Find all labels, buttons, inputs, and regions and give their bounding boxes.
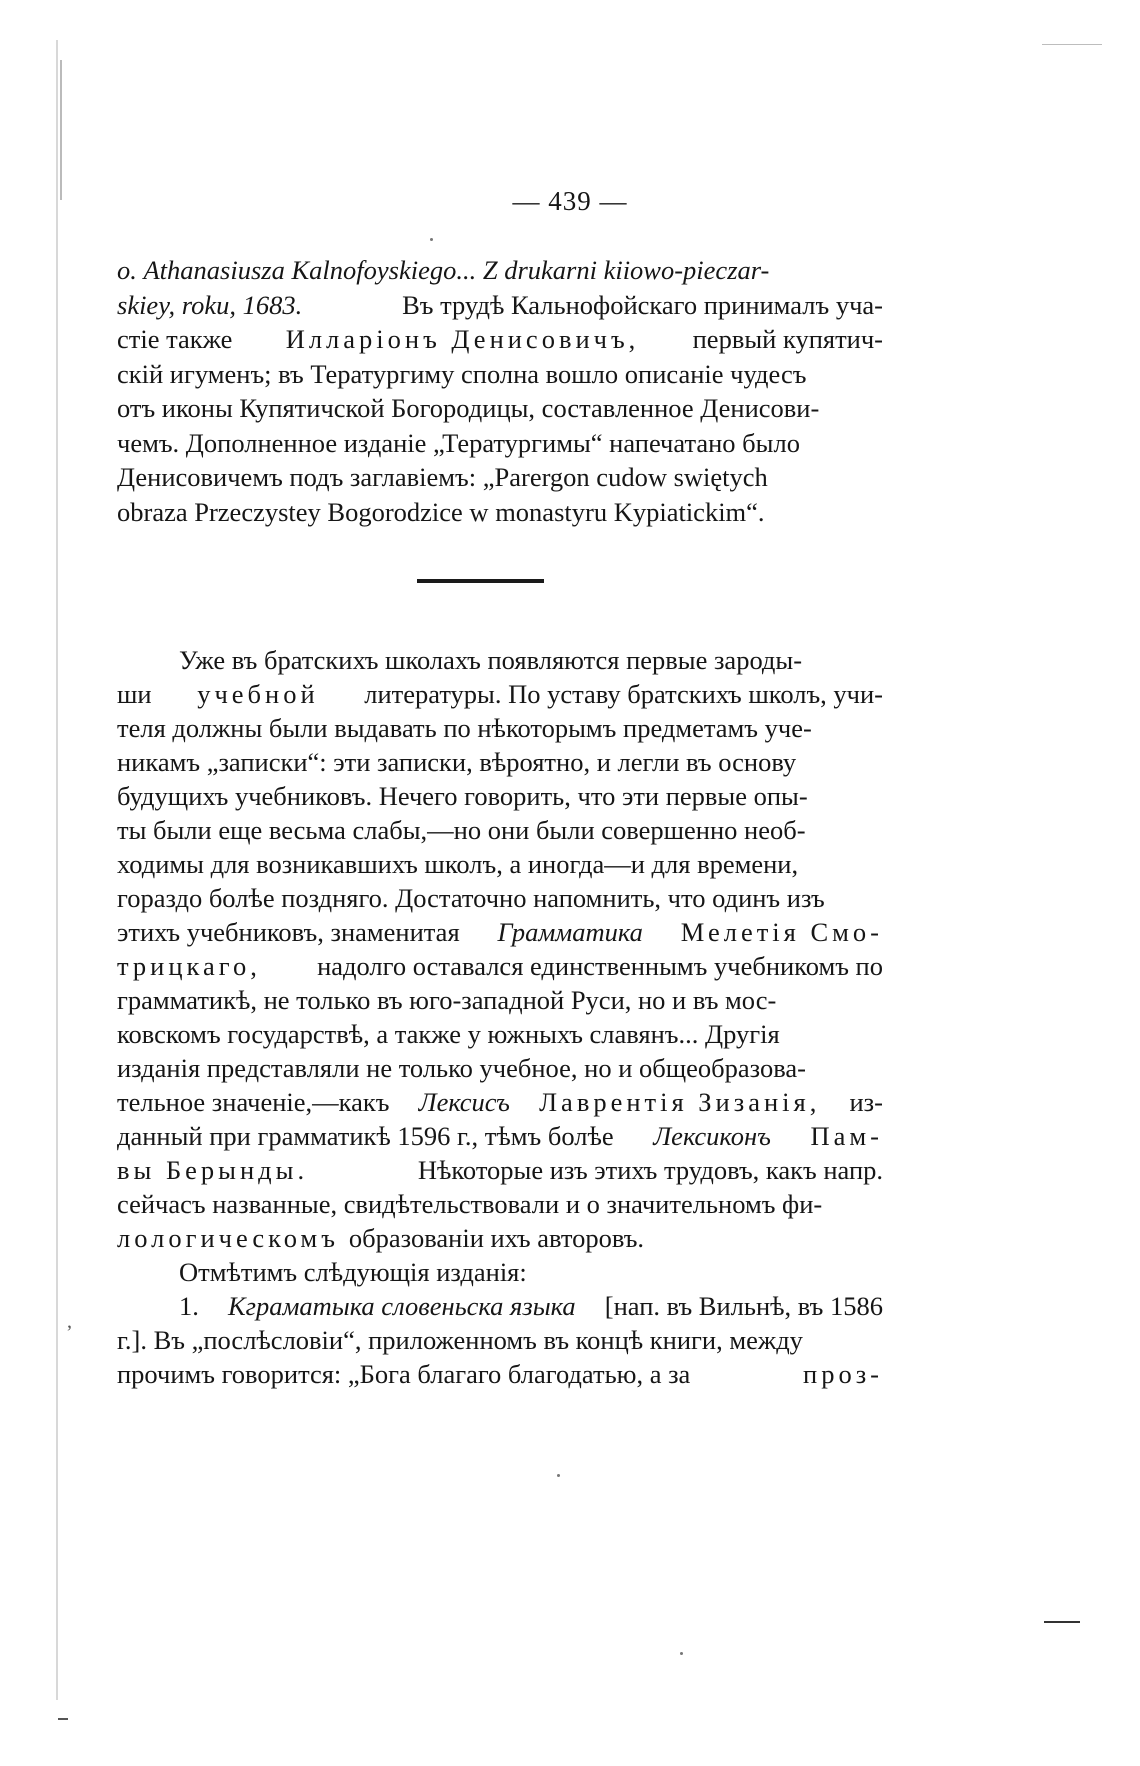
text-line: теля должны были выдавать по нѣкоторымъ предметамъ уче- [117, 713, 812, 743]
text-line: скій игуменъ; въ Тератургиму сполна вошло описаніе чудесъ [117, 358, 807, 389]
text-line: Денисовичемъ подъ заглавіемъ: „Parergon cudow swiętych [117, 462, 768, 492]
text-line: сейчасъ названные, свидѣтельствовали и о значительномъ фи- [117, 1189, 823, 1219]
text-line: будущихъ учебниковъ. Нечего говорить, что эти первые опы- [117, 781, 808, 811]
text-line: изданія представляли не только учебное, но и общеобразова- [117, 1053, 806, 1083]
text-line: тельное значеніе,—какъ Лексисъ Лаврентія Зизанія, из- [117, 1087, 883, 1117]
scan-speck [680, 1652, 683, 1655]
text-line: Отмѣтимъ слѣдующія изданія: [179, 1257, 527, 1287]
scan-edge-mark-bottom [1044, 1621, 1080, 1623]
footnote-text [117, 253, 883, 529]
scan-corner-mark [58, 1718, 68, 1720]
text-line: гораздо болѣе поздняго. Достаточно напомнить, что одинъ изъ [117, 883, 825, 913]
text-line: грамматикѣ, не только въ юго-западной Руси, но и въ мос- [117, 985, 777, 1015]
scan-speck [430, 238, 433, 241]
text-line: 1. Кграматыка словеньска языка [нап. въ Вильнѣ, въ 1586 [179, 1291, 883, 1321]
text-line: этихъ учебниковъ, знаменитая Грамматика Мелетія Смо- [117, 917, 883, 947]
text-line: отъ иконы Купятичской Богородицы, составленное Денисови- [117, 393, 820, 423]
text-line: вы Берынды. Нѣкоторые изъ этихъ трудовъ, какъ напр. [117, 1155, 883, 1185]
text-line: skiey, roku, 1683. Въ трудѣ Кальнофойскаго принималъ уча- [117, 289, 883, 320]
page-number: — 439 — [512, 186, 628, 216]
scan-speck [557, 1474, 560, 1477]
text-line: прочимъ говорится: „Бога благаго благодатью, а за проз- [117, 1359, 883, 1389]
text-line: трицкаго, надолго оставался единственнымъ учебникомъ по [117, 951, 883, 981]
text-line: лологическомъ образованіи ихъ авторовъ. [117, 1223, 645, 1253]
text-line: о. Athanasiusza Kalnofoyskiego... Z drukarni kiiowo-pieczar- [117, 255, 770, 285]
scan-margin-mark [60, 60, 62, 200]
scan-margin-tick: ʼ [66, 1322, 73, 1344]
text-line: obraza Przeczystey Bogorodzice w monastyru Kypiatickim“. [117, 496, 765, 527]
text-line: ши учебной литературы. По уставу братскихъ школъ, учи- [117, 679, 883, 709]
text-line: ковскомъ государствѣ, а также у южныхъ славянъ... Другія [117, 1019, 780, 1049]
scan-margin-line [56, 40, 58, 1700]
text-line: стіе также Илларіонъ Денисовичъ, первый купятич- [117, 324, 883, 354]
section-divider [417, 579, 544, 583]
text-line: данный при грамматикѣ 1596 г., тѣмъ болѣе Лексиконъ Пам- [117, 1121, 883, 1151]
scan-edge-mark-top [1042, 44, 1102, 45]
text-line: Уже въ братскихъ школахъ появляются первые зароды- [179, 645, 803, 675]
main-text [117, 643, 883, 1391]
text-line: ты были еще весьма слабы,—но они были совершенно необ- [117, 815, 806, 845]
text-line: ходимы для возникавшихъ школъ, а иногда—и для времени, [117, 849, 799, 879]
text-line: г.]. Въ „послѣсловіи“, приложенномъ въ концѣ книги, между [117, 1325, 803, 1355]
text-line: никамъ „записки“: эти записки, вѣроятно, и легли въ основу [117, 747, 797, 777]
text-line: чемъ. Дополненное изданіе „Тератургимы“ напечатано было [117, 427, 800, 458]
